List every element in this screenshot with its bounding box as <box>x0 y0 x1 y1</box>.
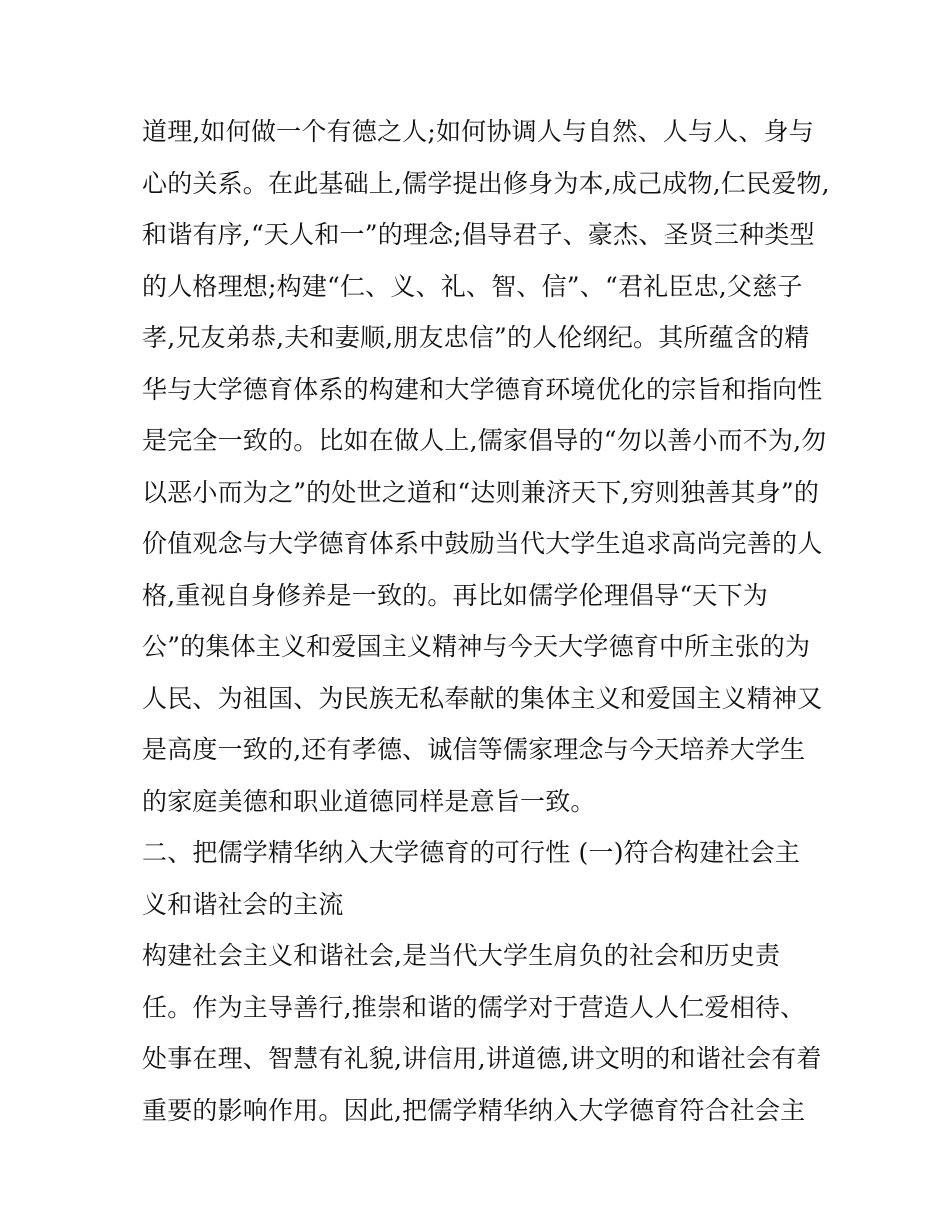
text-line: 处事在理、智慧有礼貌,讲信用,讲道德,讲文明的和谐社会有着 <box>142 1044 822 1073</box>
text-line: 重要的影响作用。因此,把儒学精华纳入大学德育符合社会主 <box>142 1095 806 1125</box>
section-heading-line: 二、把儒学精华纳入大学德育的可行性 (一)符合构建社会主 <box>142 838 801 867</box>
text-line: 的人格理想;构建“仁、义、礼、智、信”、“君礼臣忠,父慈子 <box>142 271 803 301</box>
text-line: 以恶小而为之”的处世之道和“达则兼济天下,穷则独善其身”的 <box>142 477 820 507</box>
section-heading-line: 义和谐社会的主流 <box>142 889 344 919</box>
text-line: 构建社会主义和谐社会,是当代大学生肩负的社会和历史责 <box>142 941 781 970</box>
text-line: 价值观念与大学德育体系中鼓励当代大学生追求高尚完善的人 <box>142 529 823 558</box>
text-line: 人民、为祖国、为民族无私奉献的集体主义和爱国主义精神又 <box>142 683 823 713</box>
text-line: 孝,兄友弟恭,夫和妻顺,朋友忠信”的人伦纲纪。其所蕴含的精 <box>142 323 810 352</box>
text-line: 心的关系。在此基础上,儒学提出修身为本,成己成物,仁民爱物, <box>142 168 830 198</box>
text-line: 是完全一致的。比如在做人上,儒家倡导的“勿以善小而不为,勿 <box>142 426 827 455</box>
text-line: 任。作为主导善行,推崇和谐的儒学对于营造人人仁爱相待、 <box>142 992 806 1022</box>
text-line: 道理,如何做一个有德之人;如何协调人与自然、人与人、身与 <box>142 117 814 146</box>
text-line: 格,重视自身修养是一致的。再比如儒学伦理倡导“天下为 <box>142 580 768 610</box>
text-line: 公”的集体主义和爱国主义精神与今天大学德育中所主张的为 <box>142 632 811 661</box>
text-line: 的家庭美德和职业道德同样是意旨一致。 <box>142 786 596 816</box>
text-body <box>142 110 830 1140</box>
text-line: 和谐有序,“天人和一”的理念;倡导君子、豪杰、圣贤三种类型 <box>142 220 815 249</box>
text-line: 是高度一致的,还有孝德、诚信等儒家理念与今天培养大学生 <box>142 735 806 764</box>
text-line: 华与大学德育体系的构建和大学德育环境优化的宗旨和指向性 <box>142 374 823 404</box>
